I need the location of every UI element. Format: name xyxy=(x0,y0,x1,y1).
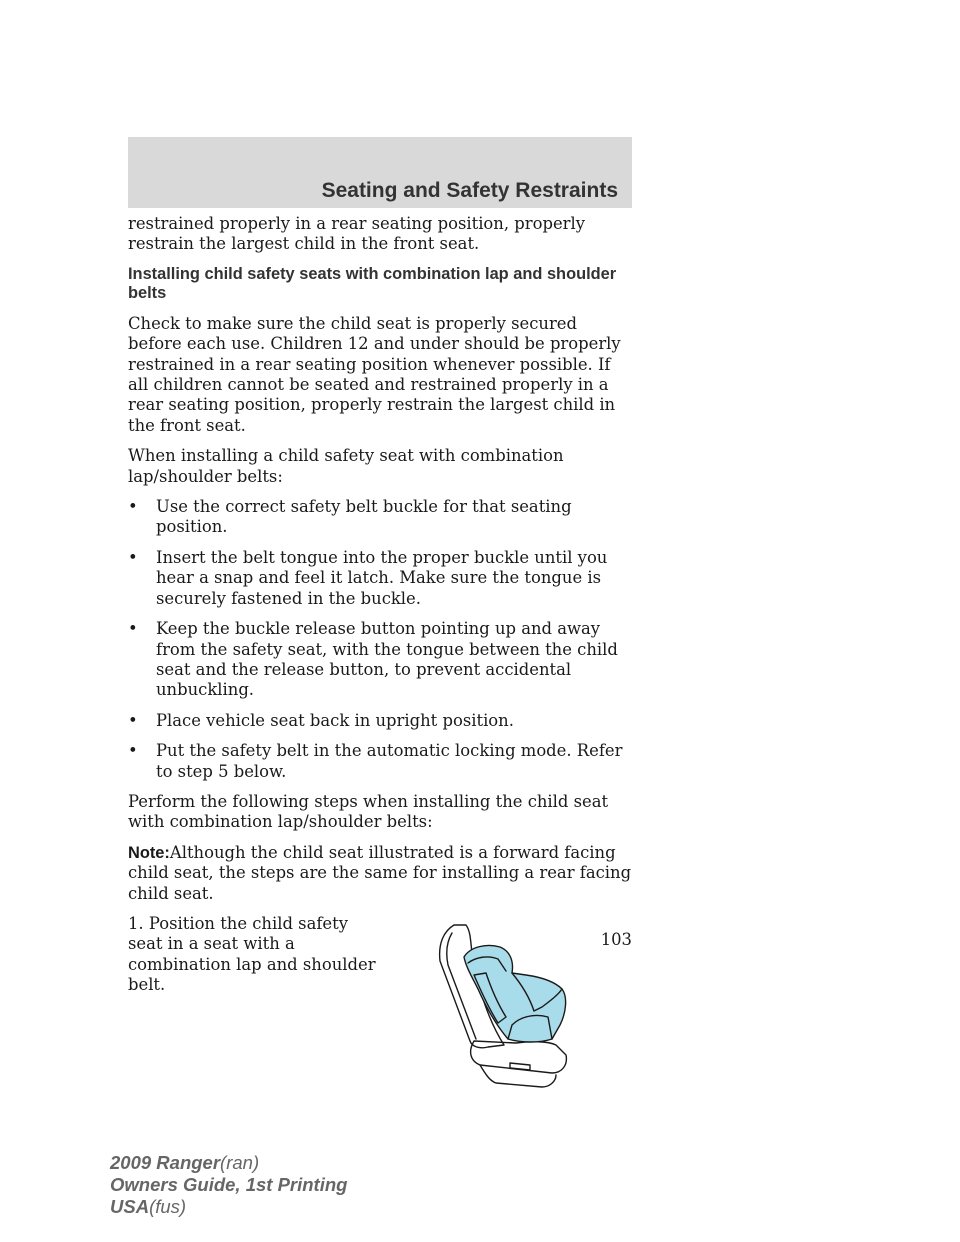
paragraph-when: When installing a child safety seat with combination lap/shoulder belts: xyxy=(128,446,564,486)
step-1-row xyxy=(128,914,633,1114)
footer xyxy=(110,1152,347,1218)
bullet-item xyxy=(128,741,633,782)
step-1-text: 1. Position the child safety seat in a seat with a combination lap and shoulder belt. xyxy=(128,913,376,995)
footer-edition: Owners Guide, 1st Printing xyxy=(110,1174,348,1195)
footer-line-3 xyxy=(110,1196,347,1218)
footer-line-2 xyxy=(110,1174,347,1196)
bullet-icon: • xyxy=(128,741,138,761)
page-number: 103 xyxy=(600,930,632,949)
bullet-icon: • xyxy=(128,547,138,567)
bullet-item xyxy=(128,619,633,701)
paragraph-perform: Perform the following steps when installing the child seat with combination lap/shoulder belts: xyxy=(128,791,609,832)
bullet-text: Put the safety belt in the automatic locking mode. Refer to step 5 below. xyxy=(156,741,623,781)
note-paragraph xyxy=(128,843,633,904)
footer-model-code: (ran) xyxy=(220,1152,260,1173)
bullet-text: Place vehicle seat back in upright position. xyxy=(156,710,514,730)
footer-model: 2009 Ranger xyxy=(110,1152,221,1173)
footer-line-1 xyxy=(110,1152,347,1174)
paragraph-check: Check to make sure the child seat is properly secured before each use. Children 12 and under should be properly restrained in a rear seating position whenever possible. If all children cannot be seated and restrained properly in a rear seating position, properly restrain the largest child in the front seat. xyxy=(128,313,621,435)
intro-paragraph: restrained properly in a rear seating position, properly restrain the largest child in the front seat. xyxy=(128,214,586,254)
header-band xyxy=(128,137,632,208)
bullet-item xyxy=(128,497,633,538)
bullet-item xyxy=(128,548,633,609)
bullet-icon: • xyxy=(128,710,138,730)
page-content xyxy=(128,214,633,1114)
note-text: Although the child seat illustrated is a forward facing child seat, the steps are the same for installing a rear facing child seat. xyxy=(128,842,632,903)
child-seat-illustration xyxy=(430,913,580,1089)
subheading: Installing child safety seats with combination lap and shoulder belts xyxy=(128,264,617,303)
bullet-text: Use the correct safety belt buckle for that seating position. xyxy=(156,497,572,537)
section-title: Seating and Safety Restraints xyxy=(321,179,618,202)
footer-market: USA xyxy=(110,1196,150,1217)
footer-market-code: (fus) xyxy=(149,1196,187,1217)
bullet-item xyxy=(128,711,633,731)
bullet-list xyxy=(128,497,633,782)
bullet-icon: • xyxy=(128,497,138,517)
bullet-text: Insert the belt tongue into the proper buckle until you hear a snap and feel it latch. Make sure the tongue is securely fastened in the buckle. xyxy=(156,547,608,608)
seat-handle xyxy=(510,1063,530,1070)
note-label: Note: xyxy=(128,843,170,862)
bullet-icon: • xyxy=(128,619,138,639)
bullet-text: Keep the buckle release button pointing up and away from the safety seat, with the tongue between the child seat and the release button, to prevent accidental unbuckling. xyxy=(156,619,618,700)
